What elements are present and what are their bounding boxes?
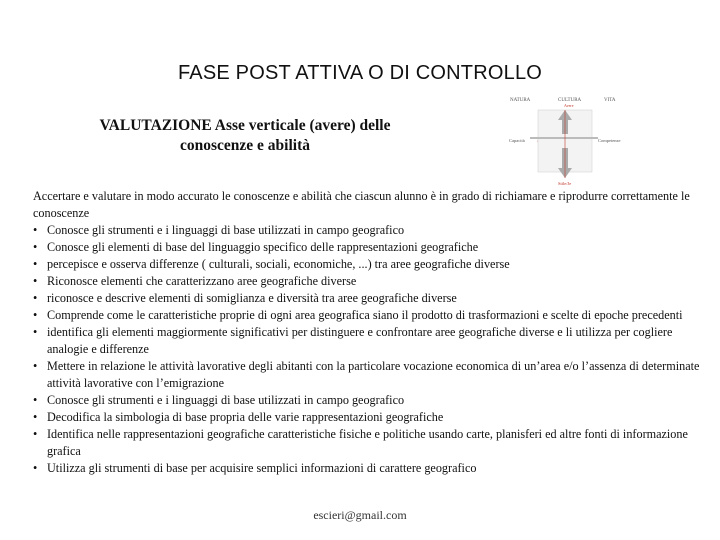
diagram-label-bottom: Stile/Je	[558, 181, 572, 186]
list-item	[33, 409, 703, 426]
list-item-text: percepisce e osserva differenze ( culturali, sociali, economiche, ...) tra aree geografiche diverse	[47, 257, 510, 271]
axes-diagram	[508, 92, 640, 188]
list-item	[33, 273, 703, 290]
bullet-icon: •	[33, 274, 38, 288]
bullet-icon: •	[33, 325, 38, 339]
list-item-text: Conosce gli elementi di base del linguaggio specifico delle rappresentazioni geografiche	[47, 240, 479, 254]
list-item	[33, 426, 703, 460]
diagram-label-left: Capacità	[509, 138, 525, 143]
list-item	[33, 239, 703, 256]
bullet-icon: •	[33, 359, 38, 373]
diagram-label-top-center: CULTURA	[558, 98, 582, 103]
list-item-text: Conosce gli strumenti e i linguaggi di base utilizzati in campo geografico	[47, 393, 405, 407]
subtitle-line-2: conoscenze e abilità	[179, 137, 310, 154]
bullet-list	[33, 222, 703, 477]
diagram-label-right: Competenze	[598, 138, 621, 143]
footer-email: escieri@gmail.com	[313, 508, 407, 522]
list-item-text: riconosce e descrive elementi di somiglianza e diversità tra aree geografiche diverse	[47, 291, 457, 305]
diagram-label-top-center-sub: Avere	[564, 103, 574, 108]
bullet-icon: •	[33, 393, 38, 407]
subtitle	[70, 116, 420, 156]
list-item-text: Riconosce elementi che caratterizzano aree geografiche diverse	[47, 274, 357, 288]
list-item	[33, 358, 703, 392]
list-item	[33, 290, 703, 307]
list-item	[33, 256, 703, 273]
bullet-icon: •	[33, 427, 38, 441]
list-item-text: identifica gli elementi maggiormente significativi per distinguere e confrontare aree geografiche diverse e li utilizza per cogliere analogie e differenze	[47, 325, 673, 356]
bullet-icon: •	[33, 223, 38, 237]
intro-paragraph: Accertare e valutare in modo accurato le conoscenze e abilità che ciascun alunno è in grado di richiamare e riprodurre correttamente le conoscenze	[33, 189, 690, 220]
subtitle-line-1: VALUTAZIONE Asse verticale (avere) delle	[99, 117, 391, 134]
bullet-icon: •	[33, 461, 38, 475]
bullet-icon: •	[33, 257, 38, 271]
list-item	[33, 460, 703, 477]
list-item-text: Decodifica la simbologia di base propria delle varie rappresentazioni geografiche	[47, 410, 444, 424]
list-item	[33, 324, 703, 358]
list-item	[33, 307, 703, 324]
bullet-icon: •	[33, 240, 38, 254]
bullet-icon: •	[33, 410, 38, 424]
diagram-label-top-right: VITA	[604, 98, 616, 103]
list-item-text: Mettere in relazione le attività lavorative degli abitanti con la particolare vocazione economica di un’area e/o l’assenza di determinate attività lavorative con l’emigrazione	[47, 359, 700, 390]
list-item-text: Conosce gli strumenti e i linguaggi di base utilizzati in campo geografico	[47, 223, 405, 237]
list-item-text: Identifica nelle rappresentazioni geografiche caratteristiche fisiche e politiche usando carte, planisferi ed altre fonti di informazione grafica	[47, 427, 688, 458]
list-item	[33, 392, 703, 409]
list-item	[33, 222, 703, 239]
list-item-text: Utilizza gli strumenti di base per acquisire semplici informazioni di carattere geografico	[47, 461, 477, 475]
page-title: FASE POST ATTIVA O DI CONTROLLO	[177, 62, 543, 80]
list-item-text: Comprende come le caratteristiche proprie di ogni area geografica siano il prodotto di trasformazioni e scelte di epoche precedenti	[47, 308, 683, 322]
diagram-label-top-left: NATURA	[510, 98, 531, 103]
bullet-icon: •	[33, 308, 38, 322]
bullet-icon: •	[33, 291, 38, 305]
